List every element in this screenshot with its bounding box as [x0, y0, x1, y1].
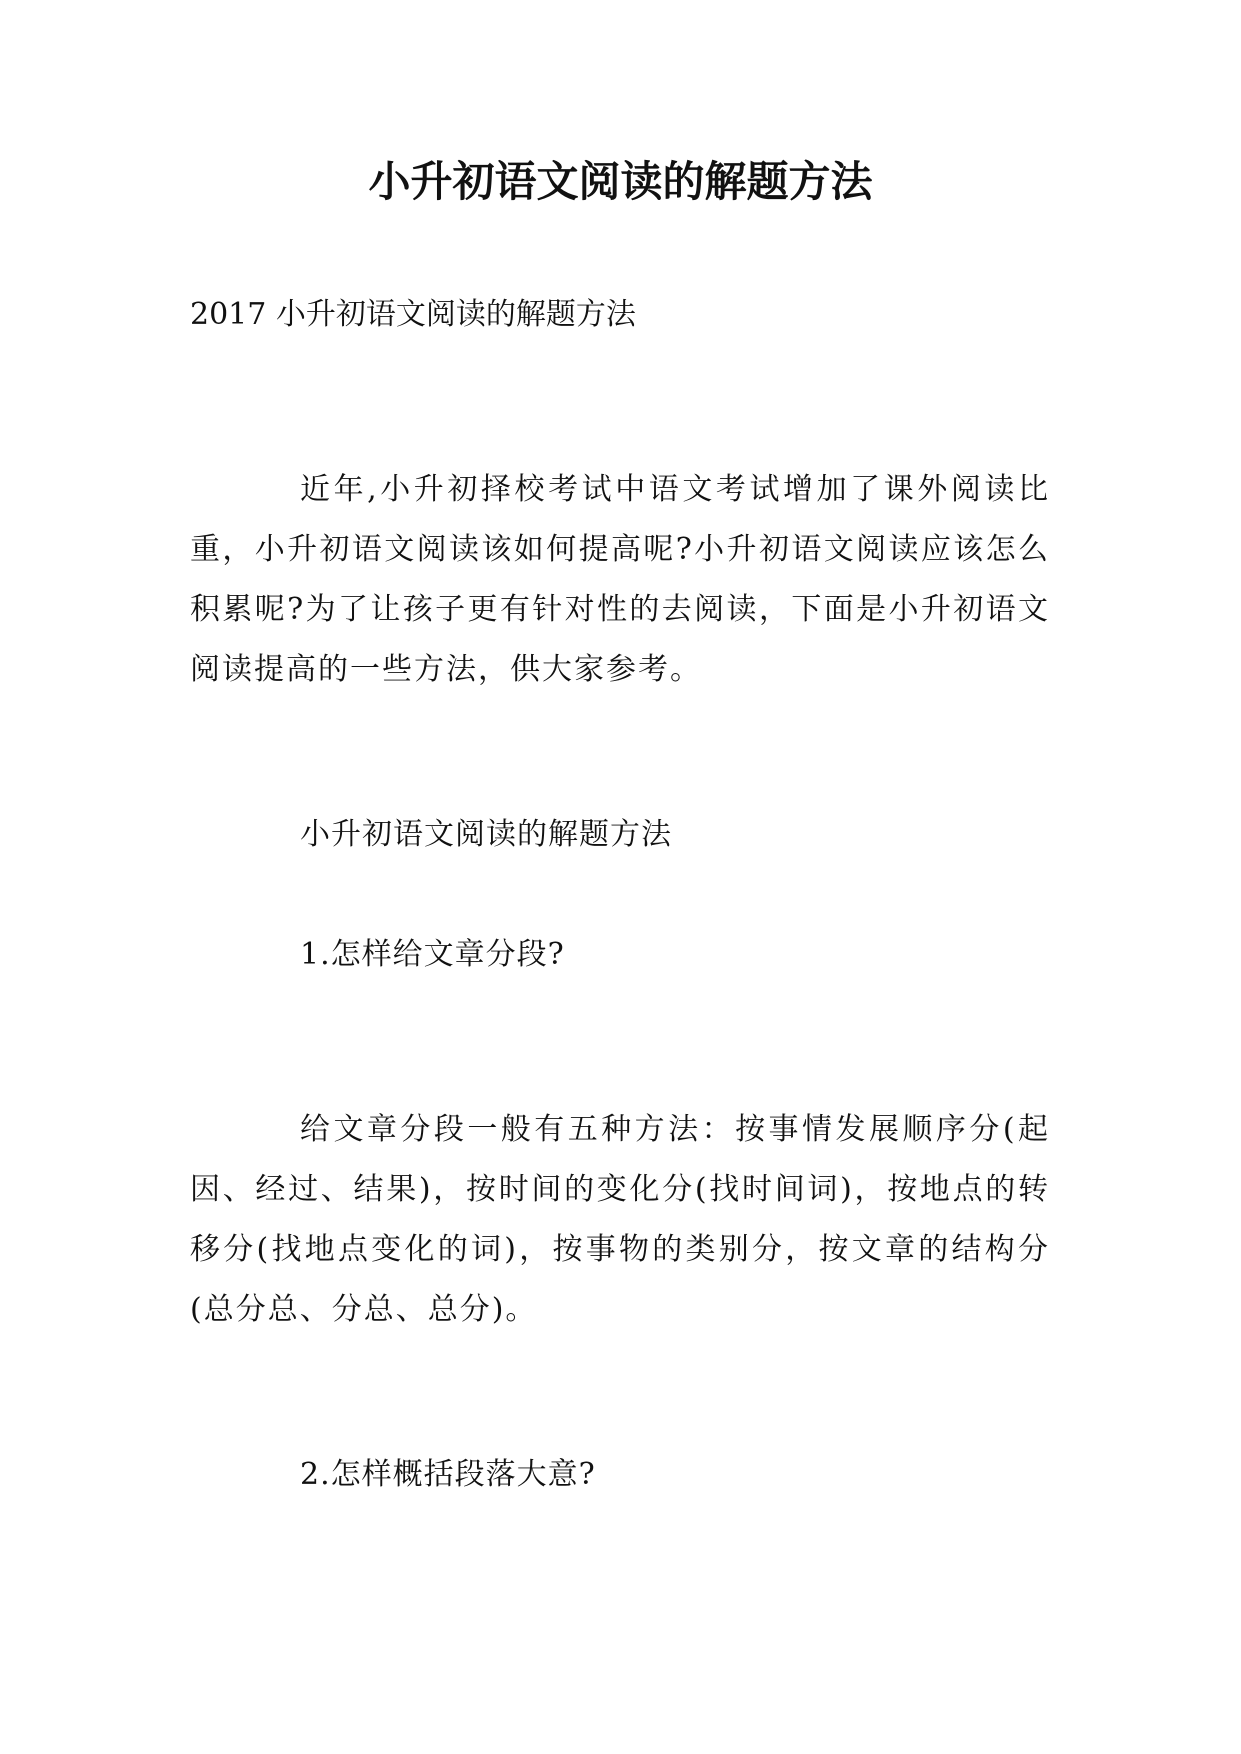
question-2: 2.怎样概括段落大意?	[300, 1457, 596, 1492]
section-heading: 小升初语文阅读的解题方法	[300, 817, 672, 852]
document-title: 小升初语文阅读的解题方法	[368, 157, 873, 206]
intro-paragraph: 近年,小升初择校考试中语文考试增加了课外阅读比重，小升初语文阅读该如何提高呢?小升初语文阅读应该怎么积累呢?为了让孩子更有针对性的去阅读，下面是小升初语文阅读提高的一些方法，供大家参考。	[190, 472, 1050, 687]
question-1: 1.怎样给文章分段?	[300, 937, 565, 972]
document-subtitle: 2017 小升初语文阅读的解题方法	[190, 297, 636, 332]
answer-1-paragraph: 给文章分段一般有五种方法：按事情发展顺序分(起因、经过、结果)，按时间的变化分(找时间词)，按地点的转移分(找地点变化的词)，按事物的类别分，按文章的结构分(总分总、分总、总分)。	[190, 1112, 1050, 1327]
